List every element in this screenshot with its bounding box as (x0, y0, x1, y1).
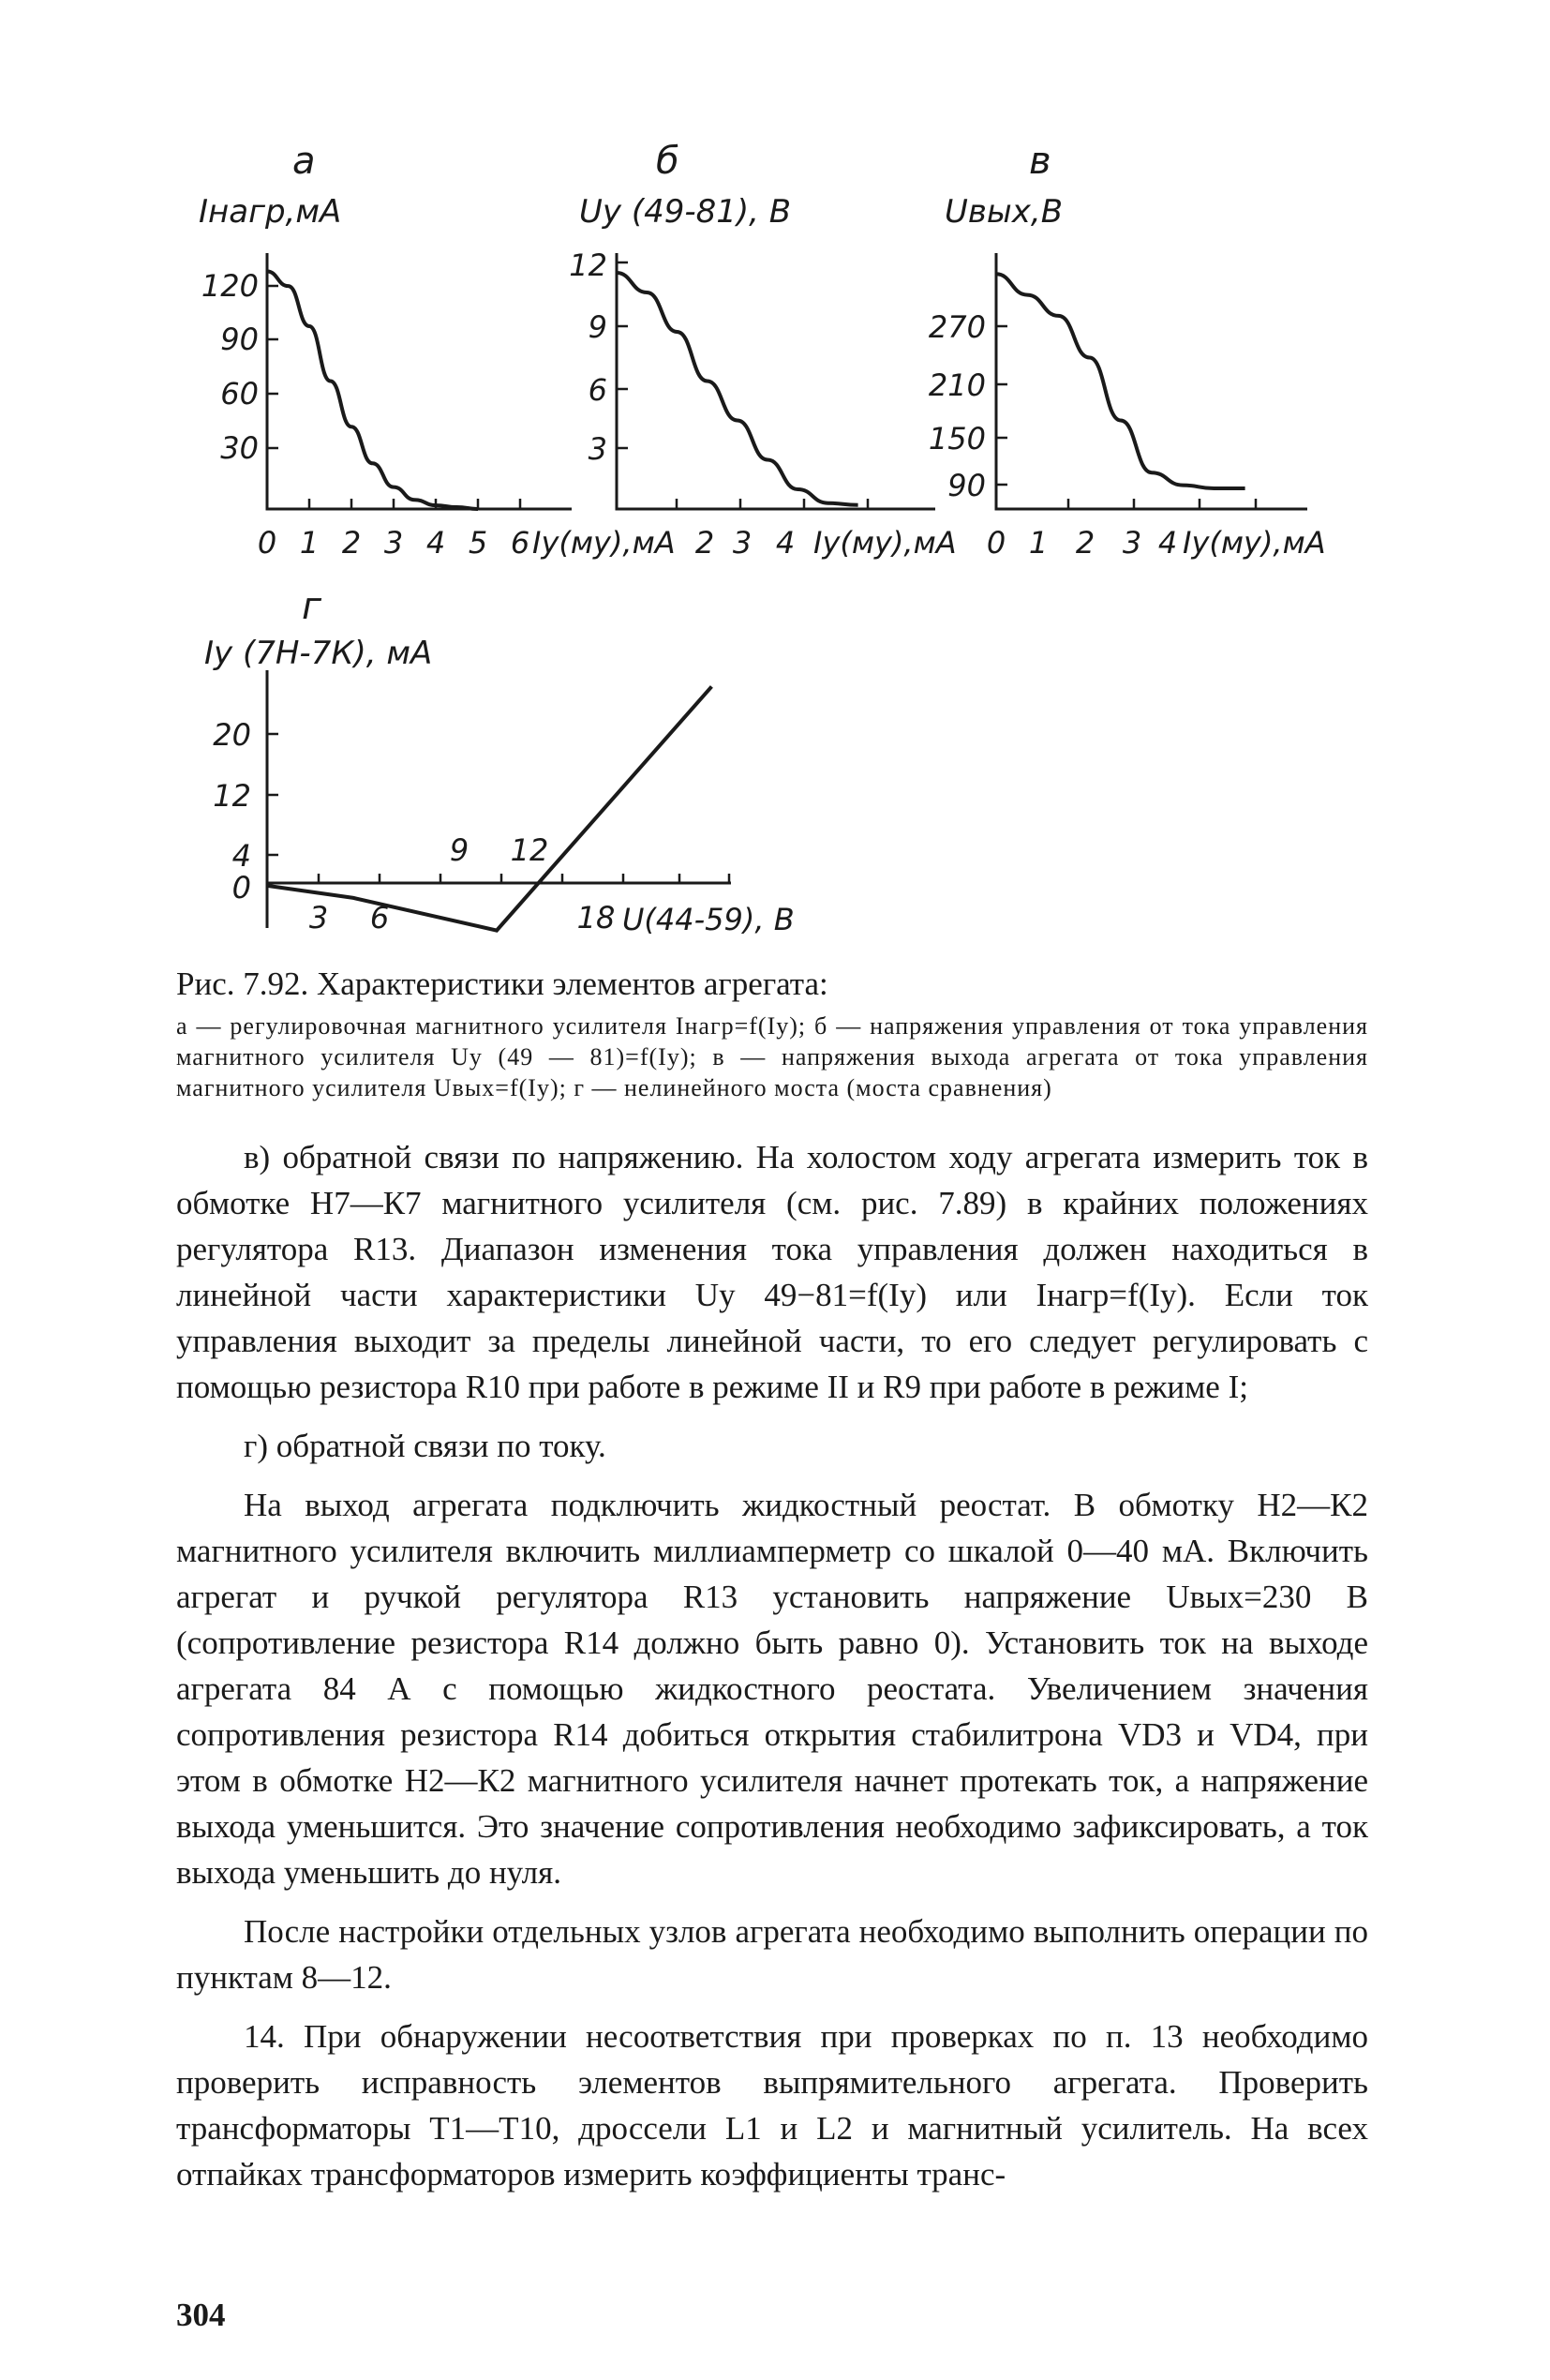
chart-a-ytick: 120 (201, 268, 259, 304)
chart-g-xtick-upper: 9 (449, 832, 469, 868)
figure-7-92 (0, 0, 1550, 956)
chart-b-xtick: 3 (732, 525, 753, 561)
chart-v-xtick: 4 (1157, 525, 1178, 561)
chart-g-letter: г (302, 585, 322, 628)
chart-v-ytick: 270 (928, 309, 986, 345)
curve-v (996, 274, 1245, 488)
chart-a-ylabel: Iнагр,мА (199, 193, 342, 231)
chart-v-ytick: 210 (928, 367, 986, 403)
caption-title: Рис. 7.92. Характеристики элементов агрегата: (176, 965, 828, 1002)
chart-v-ytick: 150 (928, 421, 986, 457)
chart-a-axes (267, 253, 572, 509)
chart-v-xtick: 2 (1075, 525, 1095, 561)
chart-b-axes (617, 253, 935, 509)
chart-a-xtick: 0 (257, 525, 277, 561)
chart-v-letter: в (1029, 140, 1051, 183)
chart-g-ytick: 0 (231, 870, 251, 906)
chart-b-ytick: 3 (588, 431, 607, 467)
chart-b-ytick: 12 (569, 247, 607, 283)
chart-b-xtick: 4 (775, 525, 796, 561)
chart-g-ytick: 20 (213, 717, 251, 753)
chart-a-xtick: 3 (383, 525, 404, 561)
chart-b-xlabel: Iу(му),мА (813, 525, 957, 561)
chart-a-xtick: 4 (425, 525, 446, 561)
paragraph: 14. При обнаружении несоответствия при проверках по п. 13 необходимо проверить исправность элементов выпрямительного агрегата. Проверить трансформаторы Т1—Т10, дроссели L1 и L2 и магнитный усилитель. На всех отпайках трансформаторов измерить коэффициенты транс- (176, 2018, 1368, 2193)
chart-a-xlabel: Iу(му),мА (532, 525, 676, 561)
chart-b-xtick: 2 (694, 525, 715, 561)
paragraph: После настройки отдельных узлов агрегата необходимо выполнить операции по пунктам 8—12. (176, 1913, 1368, 1996)
chart-v-xtick: 0 (986, 525, 1006, 561)
chart-v-ylabel: Uвых,В (945, 193, 1064, 231)
chart-v-xtick: 3 (1122, 525, 1142, 561)
chart-a-ytick: 60 (220, 376, 259, 412)
chart-b-ytick: 9 (588, 309, 607, 345)
page-number: 304 (176, 2297, 226, 2333)
paragraph: в) обратной связи по напряжению. На холостом ходу агрегата измерить ток в обмотке Н7—К7 магнитного усилителя (см. рис. 7.89) в крайних положениях регулятора R13. Диапазон изменения тока управления должен находиться в линейной части характеристики Uу 49−81=f(Iу) или Iнагр=f(Iу). Если ток управления выходит за пределы линейной части, то его следует регулировать с помощью резистора R10 при работе в режиме II и R9 при работе в режиме I; (176, 1139, 1368, 1405)
chart-a-ytick: 90 (220, 322, 259, 357)
chart-g-ylabel: Iу (7Н-7К), мА (204, 635, 433, 672)
paragraph: На выход агрегата подключить жидкостный реостат. В обмотку Н2—К2 магнитного усилителя включить миллиамперметр со шкалой 0—40 мА. Включить агрегат и ручкой регулятора R13 установить напряжение Uвых=230 В (сопротивление резистора R14 должно быть равно 0). Установить ток на выходе агрегата 84 А с помощью жидкостного реостата. Увеличением значения сопротивления резистора R14 добиться открытия стабилитрона VD3 и VD4, при этом в обмотке Н2—К2 магнитного усилителя начнет протекать ток, а напряжение выхода уменьшится. Это значение сопротивления необходимо зафиксировать, а ток выхода уменьшить до нуля. (176, 1487, 1368, 1891)
chart-g-xtick: 6 (369, 900, 390, 936)
curve-a (267, 272, 478, 510)
chart-b-ylabel: Uу (49-81), В (579, 193, 792, 231)
chart-a-xtick: 1 (299, 525, 320, 561)
figure-caption (176, 965, 1368, 1103)
chart-a-xtick: 2 (341, 525, 362, 561)
chart-v-xlabel: Iу(му),мА (1183, 525, 1326, 561)
chart-b-letter: б (656, 140, 679, 183)
chart-a-xtick: 6 (510, 525, 530, 561)
chart-v-ytick: 90 (947, 468, 986, 503)
chart-g-xtick-upper: 12 (510, 832, 549, 868)
caption-body: а — регулировочная магнитного усилителя Iнагр=f(Iу); б — напряжения управления от тока управления магнитного усилителя Uу (49 — 81)=f(Iу); в — напряжения выхода агрегата от тока управления магнитного усилителя Uвых=f(Iу); г — нелинейного моста (моста сравнения) (176, 1012, 1368, 1101)
chart-v-xtick: 1 (1028, 525, 1049, 561)
chart-g-ytick: 12 (213, 778, 251, 814)
chart-a-xtick: 5 (468, 525, 488, 561)
curve-b (617, 273, 858, 505)
chart-g-xtick: 18 (576, 900, 616, 936)
body-text (176, 1134, 1368, 2210)
chart-g-xtick: 3 (308, 900, 329, 936)
chart-v-axes (996, 253, 1307, 509)
chart-b-ytick: 6 (588, 372, 607, 408)
chart-g-ytick: 4 (231, 838, 251, 874)
chart-a-letter: а (292, 140, 316, 183)
chart-a-ytick: 30 (220, 430, 259, 466)
chart-g-xlabel: U(44-59), В (622, 902, 795, 937)
curve-g (267, 686, 711, 930)
paragraph: г) обратной связи по току. (244, 1428, 606, 1464)
